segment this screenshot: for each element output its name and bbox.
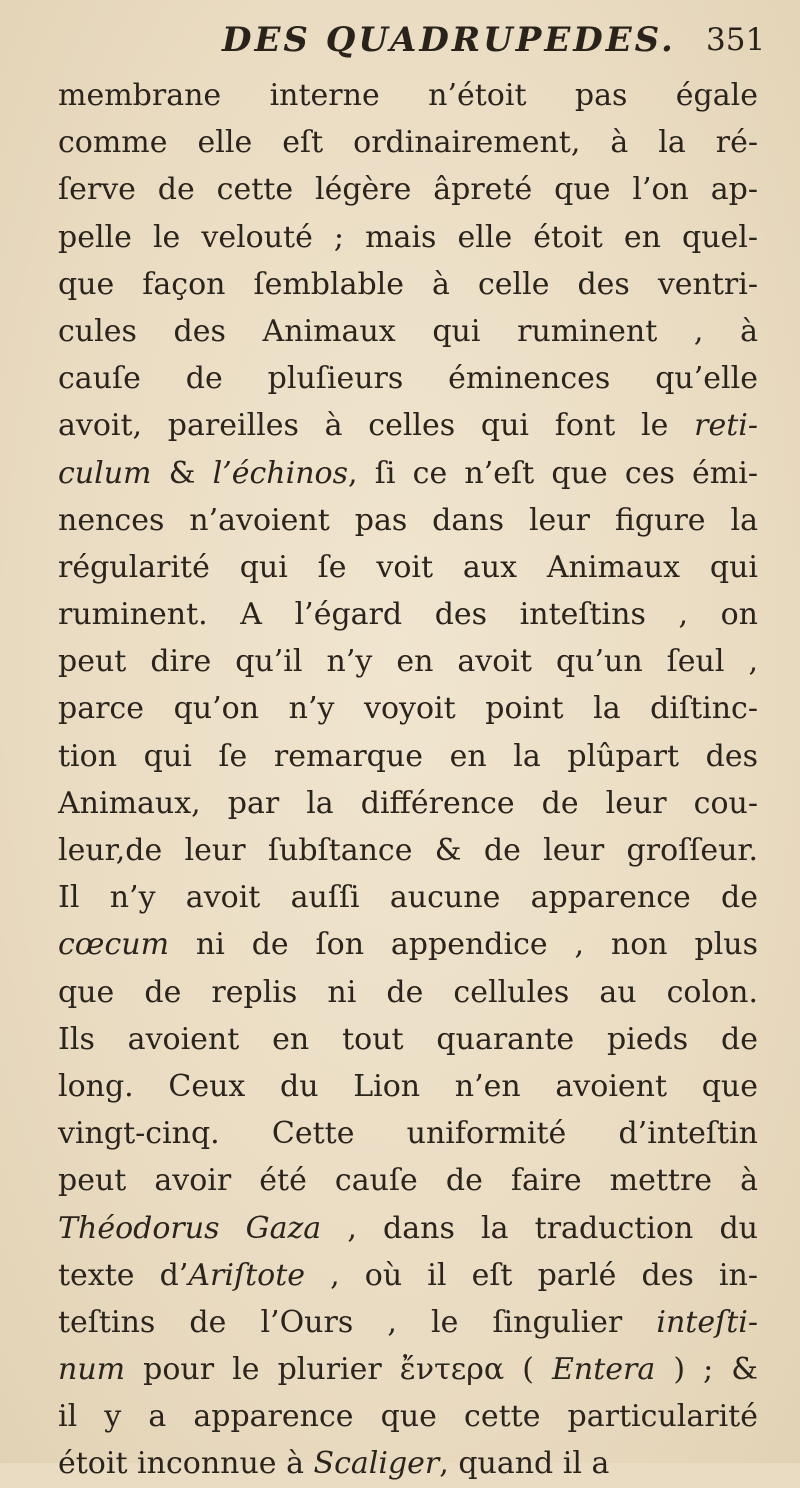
text-run: cules des Animaux qui ruminent , à <box>58 313 758 349</box>
text-line <box>58 1063 758 1110</box>
text-line <box>58 638 758 685</box>
italic-run: num <box>58 1352 126 1388</box>
page-header <box>0 20 800 76</box>
italic-run: reti- <box>694 408 758 444</box>
italic-run: l’échinos <box>212 455 349 491</box>
body-text <box>58 72 758 1488</box>
text-line <box>58 780 758 827</box>
text-run: membrane interne n’étoit pas égale <box>58 78 758 113</box>
text-run: vingt-cinq. Cette uniformité d’inteſtin <box>58 1116 758 1152</box>
text-line <box>58 685 758 732</box>
text-run: pour le plurier ἔντερα ( <box>125 1352 553 1388</box>
text-line <box>58 591 758 638</box>
text-run: nences n’avoient pas dans leur figure la <box>58 502 758 538</box>
text-run: peut avoir été cauſe de faire mettre à <box>58 1163 758 1199</box>
running-head: DES QUADRUPEDES. <box>222 20 676 60</box>
text-run: que façon ſemblable à celle des ventri- <box>58 266 758 302</box>
text-line <box>58 261 758 308</box>
italic-run: Ariſtote <box>188 1257 306 1293</box>
text-run: Ils avoient en tout quarante pieds de <box>58 1021 758 1057</box>
italic-run: cœcum <box>58 927 170 963</box>
text-line <box>58 1205 758 1252</box>
text-run: Il n’y avoit auſſi aucune apparence de <box>58 880 758 916</box>
text-run: pelle le velouté ; mais elle étoit en quel- <box>58 219 758 255</box>
text-line <box>58 733 758 780</box>
text-run: teſtins de l’Ours , le ſingulier <box>58 1304 657 1340</box>
text-run: ſerve de cette légère âpreté que l’on ap- <box>58 172 758 208</box>
text-line <box>58 497 758 544</box>
text-run: , dans la traduction du <box>321 1210 758 1246</box>
text-run: , où il eſt parlé des in- <box>305 1257 758 1293</box>
text-line <box>58 1252 758 1299</box>
text-run: leur,de leur ſubſtance & de leur groſſeur. <box>58 833 758 868</box>
text-run: ) ; & <box>655 1352 759 1388</box>
text-run: long. Ceux du Lion n’en avoient que <box>58 1068 758 1104</box>
text-line <box>58 969 758 1016</box>
text-run: ni de ſon appendice , non plus <box>169 927 758 963</box>
italic-run: inteſti- <box>656 1304 758 1340</box>
text-run: tion qui ſe remarque en la plûpart des <box>58 738 758 774</box>
italic-run: culum <box>58 455 152 491</box>
text-line <box>58 450 758 497</box>
text-run: il y a apparence que cette particularité <box>58 1399 758 1435</box>
text-line <box>58 1440 758 1487</box>
text-line <box>58 1299 758 1346</box>
italic-run: Théodorus Gaza <box>58 1210 322 1246</box>
text-line <box>58 119 758 166</box>
text-line <box>58 827 758 874</box>
text-run: avoit, pareilles à celles qui font le <box>58 408 695 444</box>
text-line <box>58 214 758 261</box>
text-line <box>58 1157 758 1204</box>
text-line <box>58 355 758 402</box>
text-line <box>58 72 758 119</box>
text-run: cauſe de pluſieurs éminences qu’elle <box>58 361 758 397</box>
text-run: , ſi ce n’eſt que ces émi- <box>348 455 758 491</box>
text-line <box>58 874 758 921</box>
text-run: que de replis ni de cellules au colon. <box>58 974 758 1010</box>
text-run: texte d’ <box>58 1257 189 1293</box>
text-line <box>58 166 758 213</box>
text-run: peut dire qu’il n’y en avoit qu’un ſeul , <box>58 644 758 680</box>
text-run: Animaux, par la différence de leur cou- <box>58 785 758 821</box>
text-line <box>58 1393 758 1440</box>
text-run: étoit inconnue à <box>58 1446 314 1482</box>
italic-run: Scaliger <box>313 1446 440 1482</box>
italic-run: Entera <box>552 1352 656 1388</box>
text-run: & <box>151 455 213 491</box>
text-run: , quand il a <box>439 1446 610 1482</box>
text-line <box>58 1016 758 1063</box>
text-line <box>58 308 758 355</box>
text-run: régularité qui ſe voit aux Animaux qui <box>58 549 758 585</box>
text-line <box>58 1346 758 1393</box>
text-line <box>58 544 758 591</box>
text-run: ruminent. A l’égard des inteſtins , on <box>58 597 758 633</box>
text-line <box>58 921 758 968</box>
text-line <box>58 1110 758 1157</box>
page-number: 351 <box>706 22 766 58</box>
text-run: parce qu’on n’y voyoit point la diſtinc- <box>58 691 758 727</box>
text-run: comme elle eſt ordinairement, à la ré- <box>58 125 758 161</box>
text-line <box>58 402 758 449</box>
